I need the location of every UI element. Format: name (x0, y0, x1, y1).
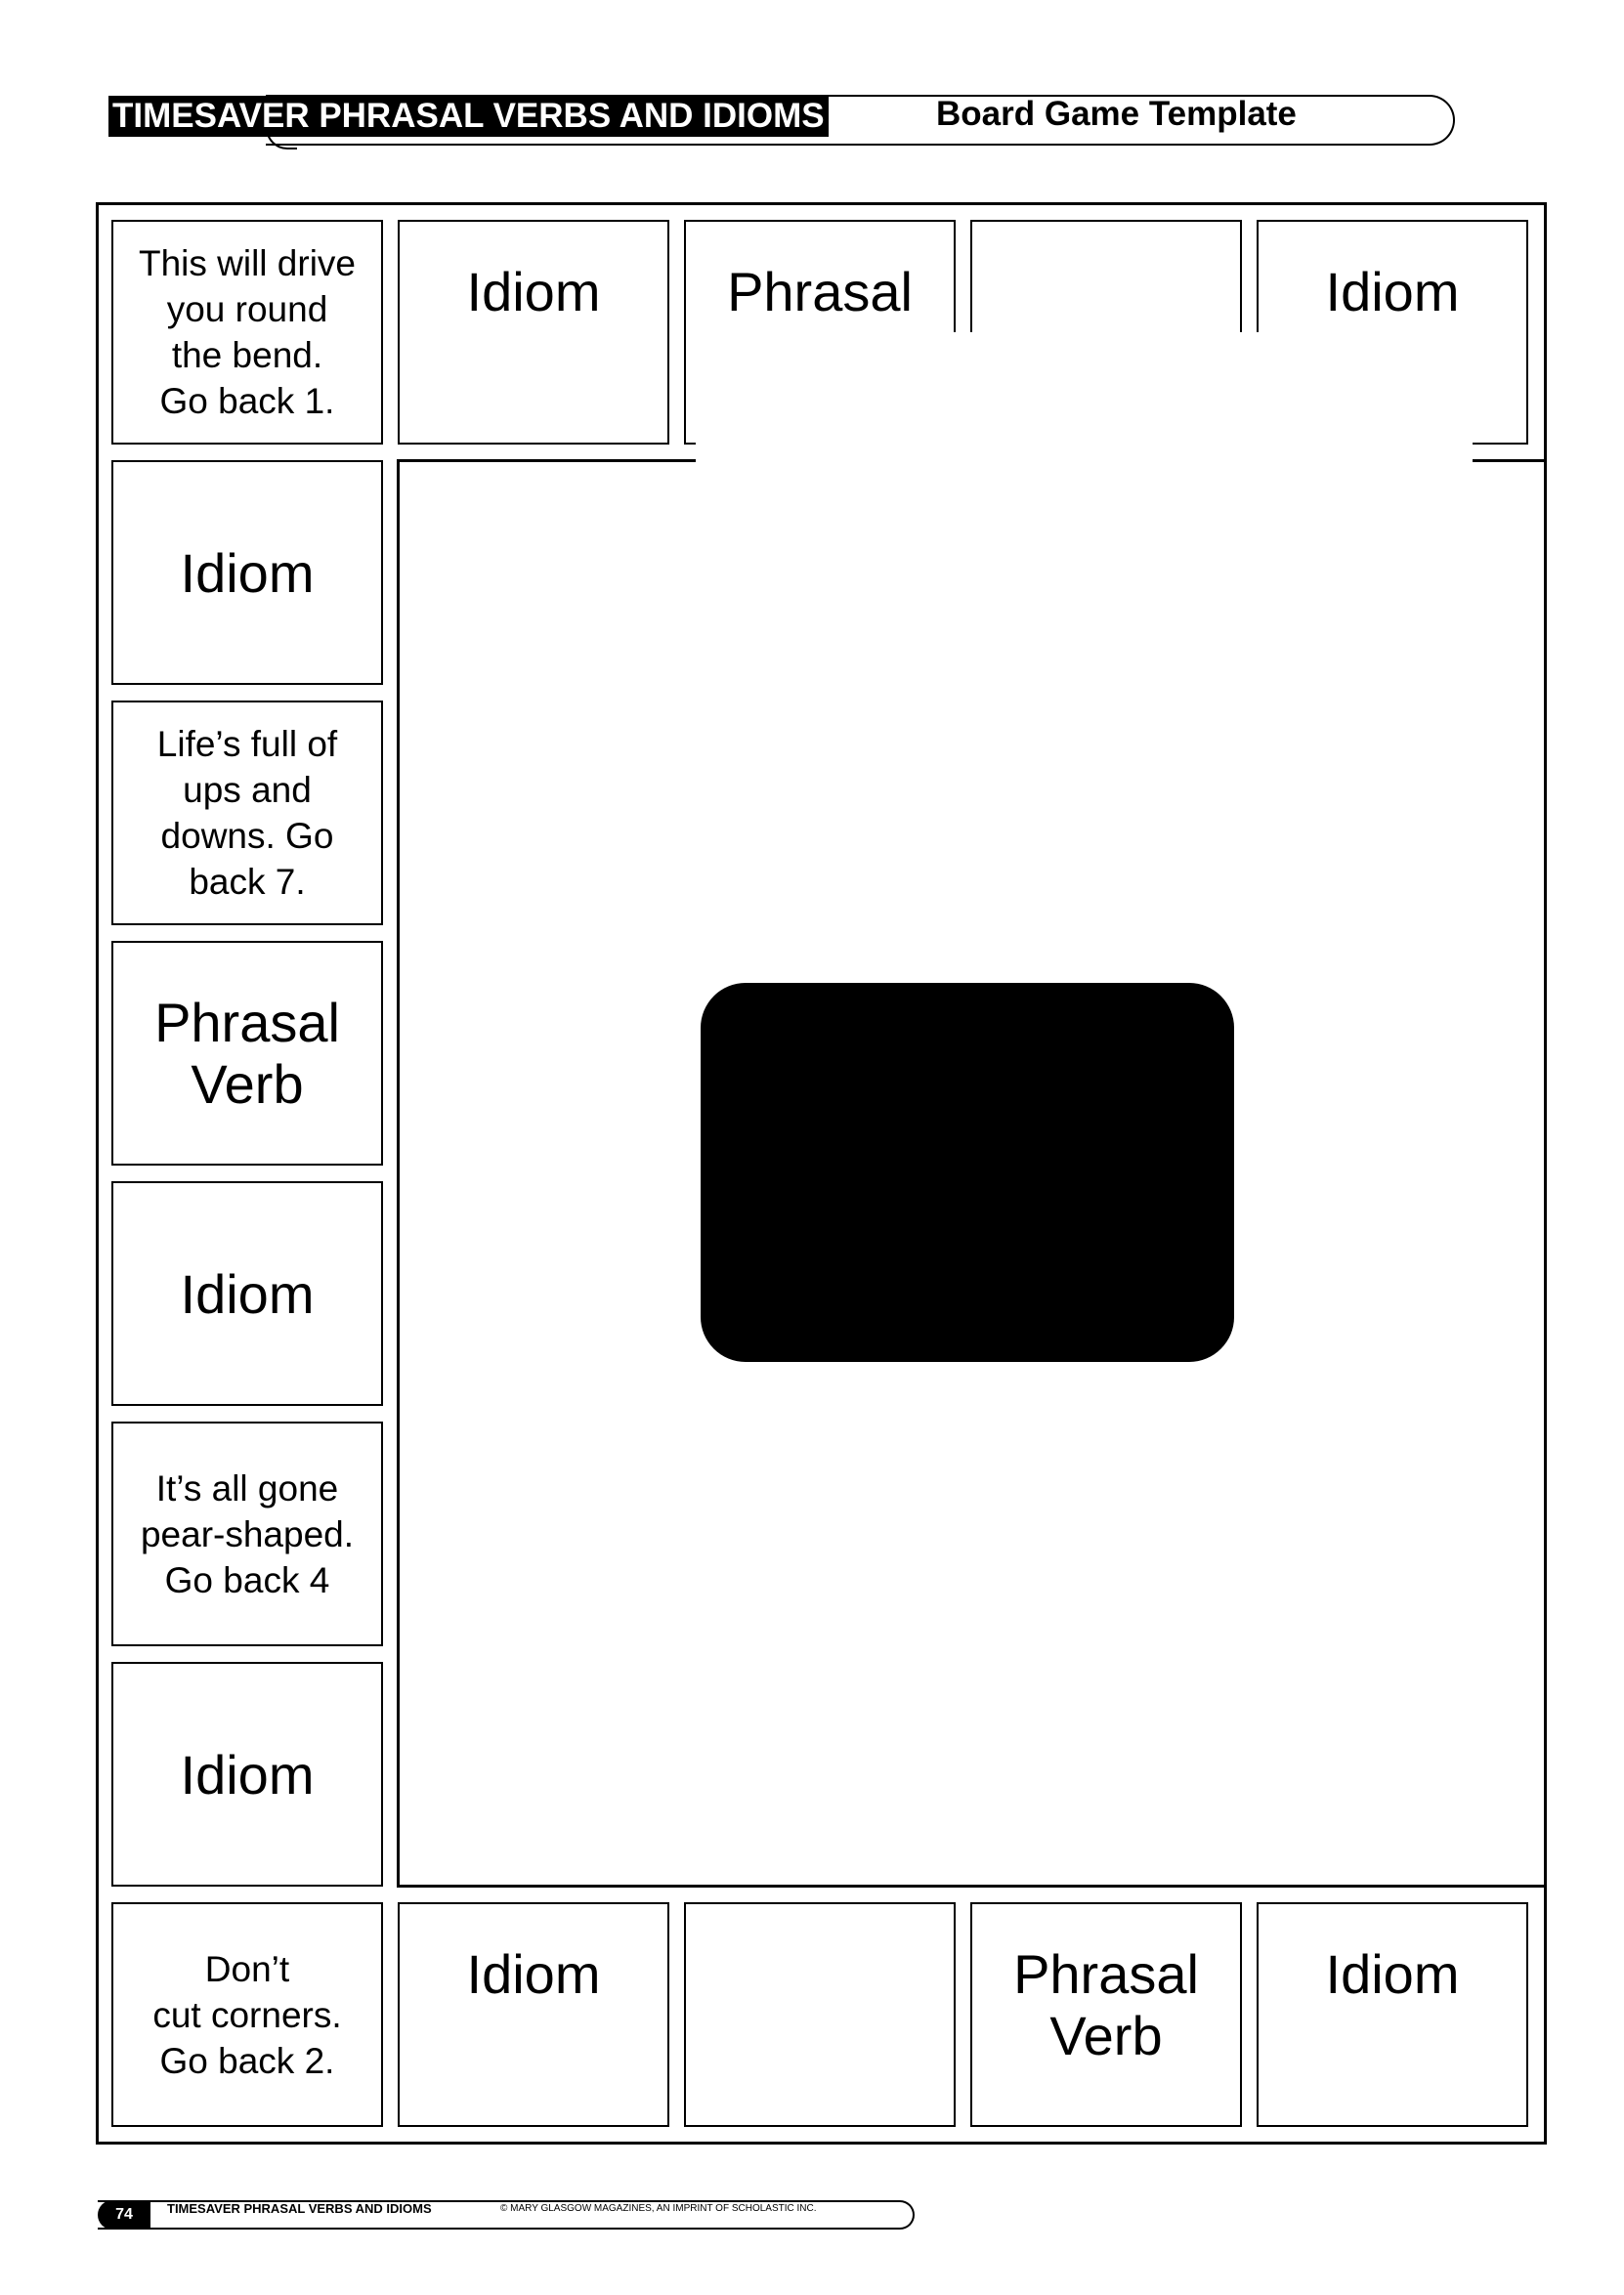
square-text: Idiom (180, 1743, 315, 1806)
square-text: Idiom (1325, 261, 1460, 322)
board-square-bottom-3 (684, 1902, 956, 2127)
header-subtitle: Board Game Template (936, 95, 1297, 133)
square-text: Don’t cut corners. Go back 2. (152, 1948, 342, 2081)
board-square-left-6 (111, 1662, 383, 1887)
board-square-left-1 (111, 460, 383, 685)
board-square-top-2 (398, 220, 669, 445)
center-card-area (701, 983, 1234, 1362)
square-text: Idiom (180, 541, 315, 604)
square-text: Idiom (180, 1262, 315, 1325)
square-text: Idiom (466, 261, 601, 322)
square-text: Phrasal Verb (1013, 1943, 1199, 2066)
board-square-left-3 (111, 941, 383, 1166)
square-text: Life’s full of ups and downs. Go back 7. (156, 724, 338, 902)
board-notch (696, 332, 1473, 469)
board-square-left-2 (111, 701, 383, 925)
footer-page-number: 74 (98, 2200, 150, 2230)
square-text: It’s all gone pear-shaped. Go back 4 (140, 1467, 355, 1600)
board-square-bottom-5 (1257, 1902, 1528, 2127)
square-text: Idiom (1325, 1943, 1460, 2005)
footer-title: TIMESAVER PHRASAL VERBS AND IDIOMS (167, 2201, 432, 2216)
board-square-bottom-4 (970, 1902, 1242, 2127)
square-text: Phrasal (727, 261, 913, 322)
board-square-left-4 (111, 1181, 383, 1406)
header-title: TIMESAVER PHRASAL VERBS AND IDIOMS (108, 96, 829, 137)
footer-copyright: © MARY GLASGOW MAGAZINES, AN IMPRINT OF SCHOLASTIC INC. (500, 2203, 817, 2214)
board-square-bottom-2 (398, 1902, 669, 2127)
square-text: Phrasal Verb (154, 992, 340, 1115)
board-square-top-1 (111, 220, 383, 445)
square-text: This will drive you round the bend. Go back 1. (138, 243, 357, 421)
square-text: Idiom (466, 1943, 601, 2005)
board-square-bottom-1 (111, 1902, 383, 2127)
board-square-left-5 (111, 1422, 383, 1646)
